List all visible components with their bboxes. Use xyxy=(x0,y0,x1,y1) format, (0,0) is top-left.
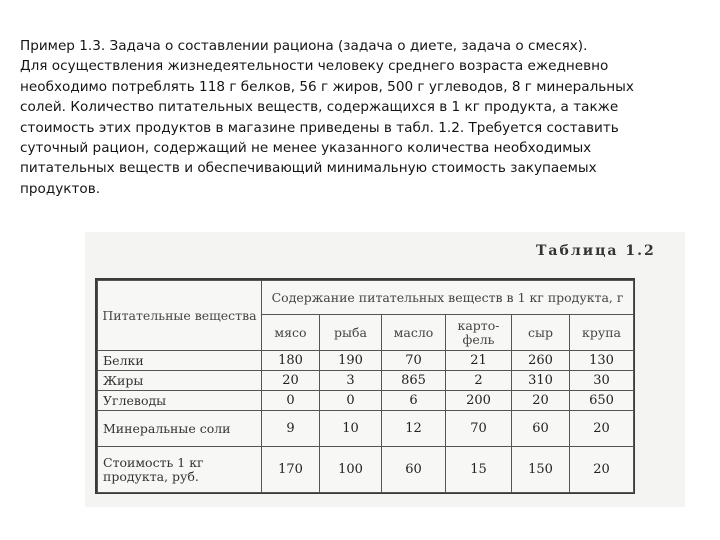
column-header: сыр xyxy=(512,315,570,351)
row-label: Углеводы xyxy=(98,391,262,411)
table-cell: 0 xyxy=(320,391,382,411)
table-cell: 60 xyxy=(382,447,446,493)
table-cell: 60 xyxy=(512,411,570,447)
table-cell: 130 xyxy=(570,351,634,371)
table-cell: 30 xyxy=(570,371,634,391)
table-cell: 10 xyxy=(320,411,382,447)
table-cell: 20 xyxy=(570,411,634,447)
table-cell: 170 xyxy=(262,447,320,493)
table-cell: 6 xyxy=(382,391,446,411)
table-cell: 15 xyxy=(446,447,512,493)
paragraph-line: Пример 1.3. Задача о составлении рациона (задача о диете, задача о смесях). xyxy=(20,38,588,54)
row-label: Стоимость 1 кг продукта, руб. xyxy=(98,447,262,493)
nutrition-table xyxy=(95,278,635,494)
table-caption: Таблица 1.2 xyxy=(536,243,656,259)
paragraph-line: питательных веществ и обеспечивающий минимальную стоимость закупаемых xyxy=(20,160,597,177)
row-label: Минеральные соли xyxy=(98,411,262,447)
table-row xyxy=(98,411,634,447)
table-cell: 180 xyxy=(262,351,320,371)
table-cell: 20 xyxy=(512,391,570,411)
column-header: рыба xyxy=(320,315,382,351)
table-cell: 2 xyxy=(446,371,512,391)
column-header: мясо xyxy=(262,315,320,351)
table-cell: 650 xyxy=(570,391,634,411)
table-cell: 190 xyxy=(320,351,382,371)
table-cell: 70 xyxy=(446,411,512,447)
table-cell: 20 xyxy=(570,447,634,493)
table-cell: 20 xyxy=(262,371,320,391)
table-cell: 260 xyxy=(512,351,570,371)
table-cell: 310 xyxy=(512,371,570,391)
paragraph-line: необходимо потреблять 118 г белков, 56 г жиров, 500 г углеводов, 8 г минеральных xyxy=(20,78,634,95)
table-cell: 3 xyxy=(320,371,382,391)
group-header: Содержание питательных веществ в 1 кг продукта, г xyxy=(262,281,634,315)
table-cell: 865 xyxy=(382,371,446,391)
row-label: Белки xyxy=(98,351,262,371)
table-cell: 200 xyxy=(446,391,512,411)
table-cell: 150 xyxy=(512,447,570,493)
corner-header: Питательные вещества xyxy=(98,281,262,351)
paragraph-line: Для осуществления жизнедеятельности человеку среднего возраста ежедневно xyxy=(20,58,609,75)
table-cell: 70 xyxy=(382,351,446,371)
table-cell: 100 xyxy=(320,447,382,493)
paragraph-line: стоимость этих продуктов в магазине приведены в табл. 1.2. Требуется составить xyxy=(20,119,619,136)
table-row xyxy=(98,351,634,371)
table-row xyxy=(98,447,634,493)
paragraph-line: продуктов. xyxy=(20,180,101,197)
row-label: Жиры xyxy=(98,371,262,391)
problem-statement xyxy=(20,36,710,199)
paragraph-line: солей. Количество питательных веществ, содержащихся в 1 кг продукта, а также xyxy=(20,99,619,116)
table-row xyxy=(98,371,634,391)
column-header: масло xyxy=(382,315,446,351)
nutrition-table-grid xyxy=(97,280,634,493)
table-cell: 21 xyxy=(446,351,512,371)
table-row xyxy=(98,391,634,411)
column-header: крупа xyxy=(570,315,634,351)
table-cell: 9 xyxy=(262,411,320,447)
paragraph-line: суточный рацион, содержащий не менее указанного количества необходимых xyxy=(20,140,592,157)
table-cell: 0 xyxy=(262,391,320,411)
column-header: карто-фель xyxy=(446,315,512,351)
table-cell: 12 xyxy=(382,411,446,447)
